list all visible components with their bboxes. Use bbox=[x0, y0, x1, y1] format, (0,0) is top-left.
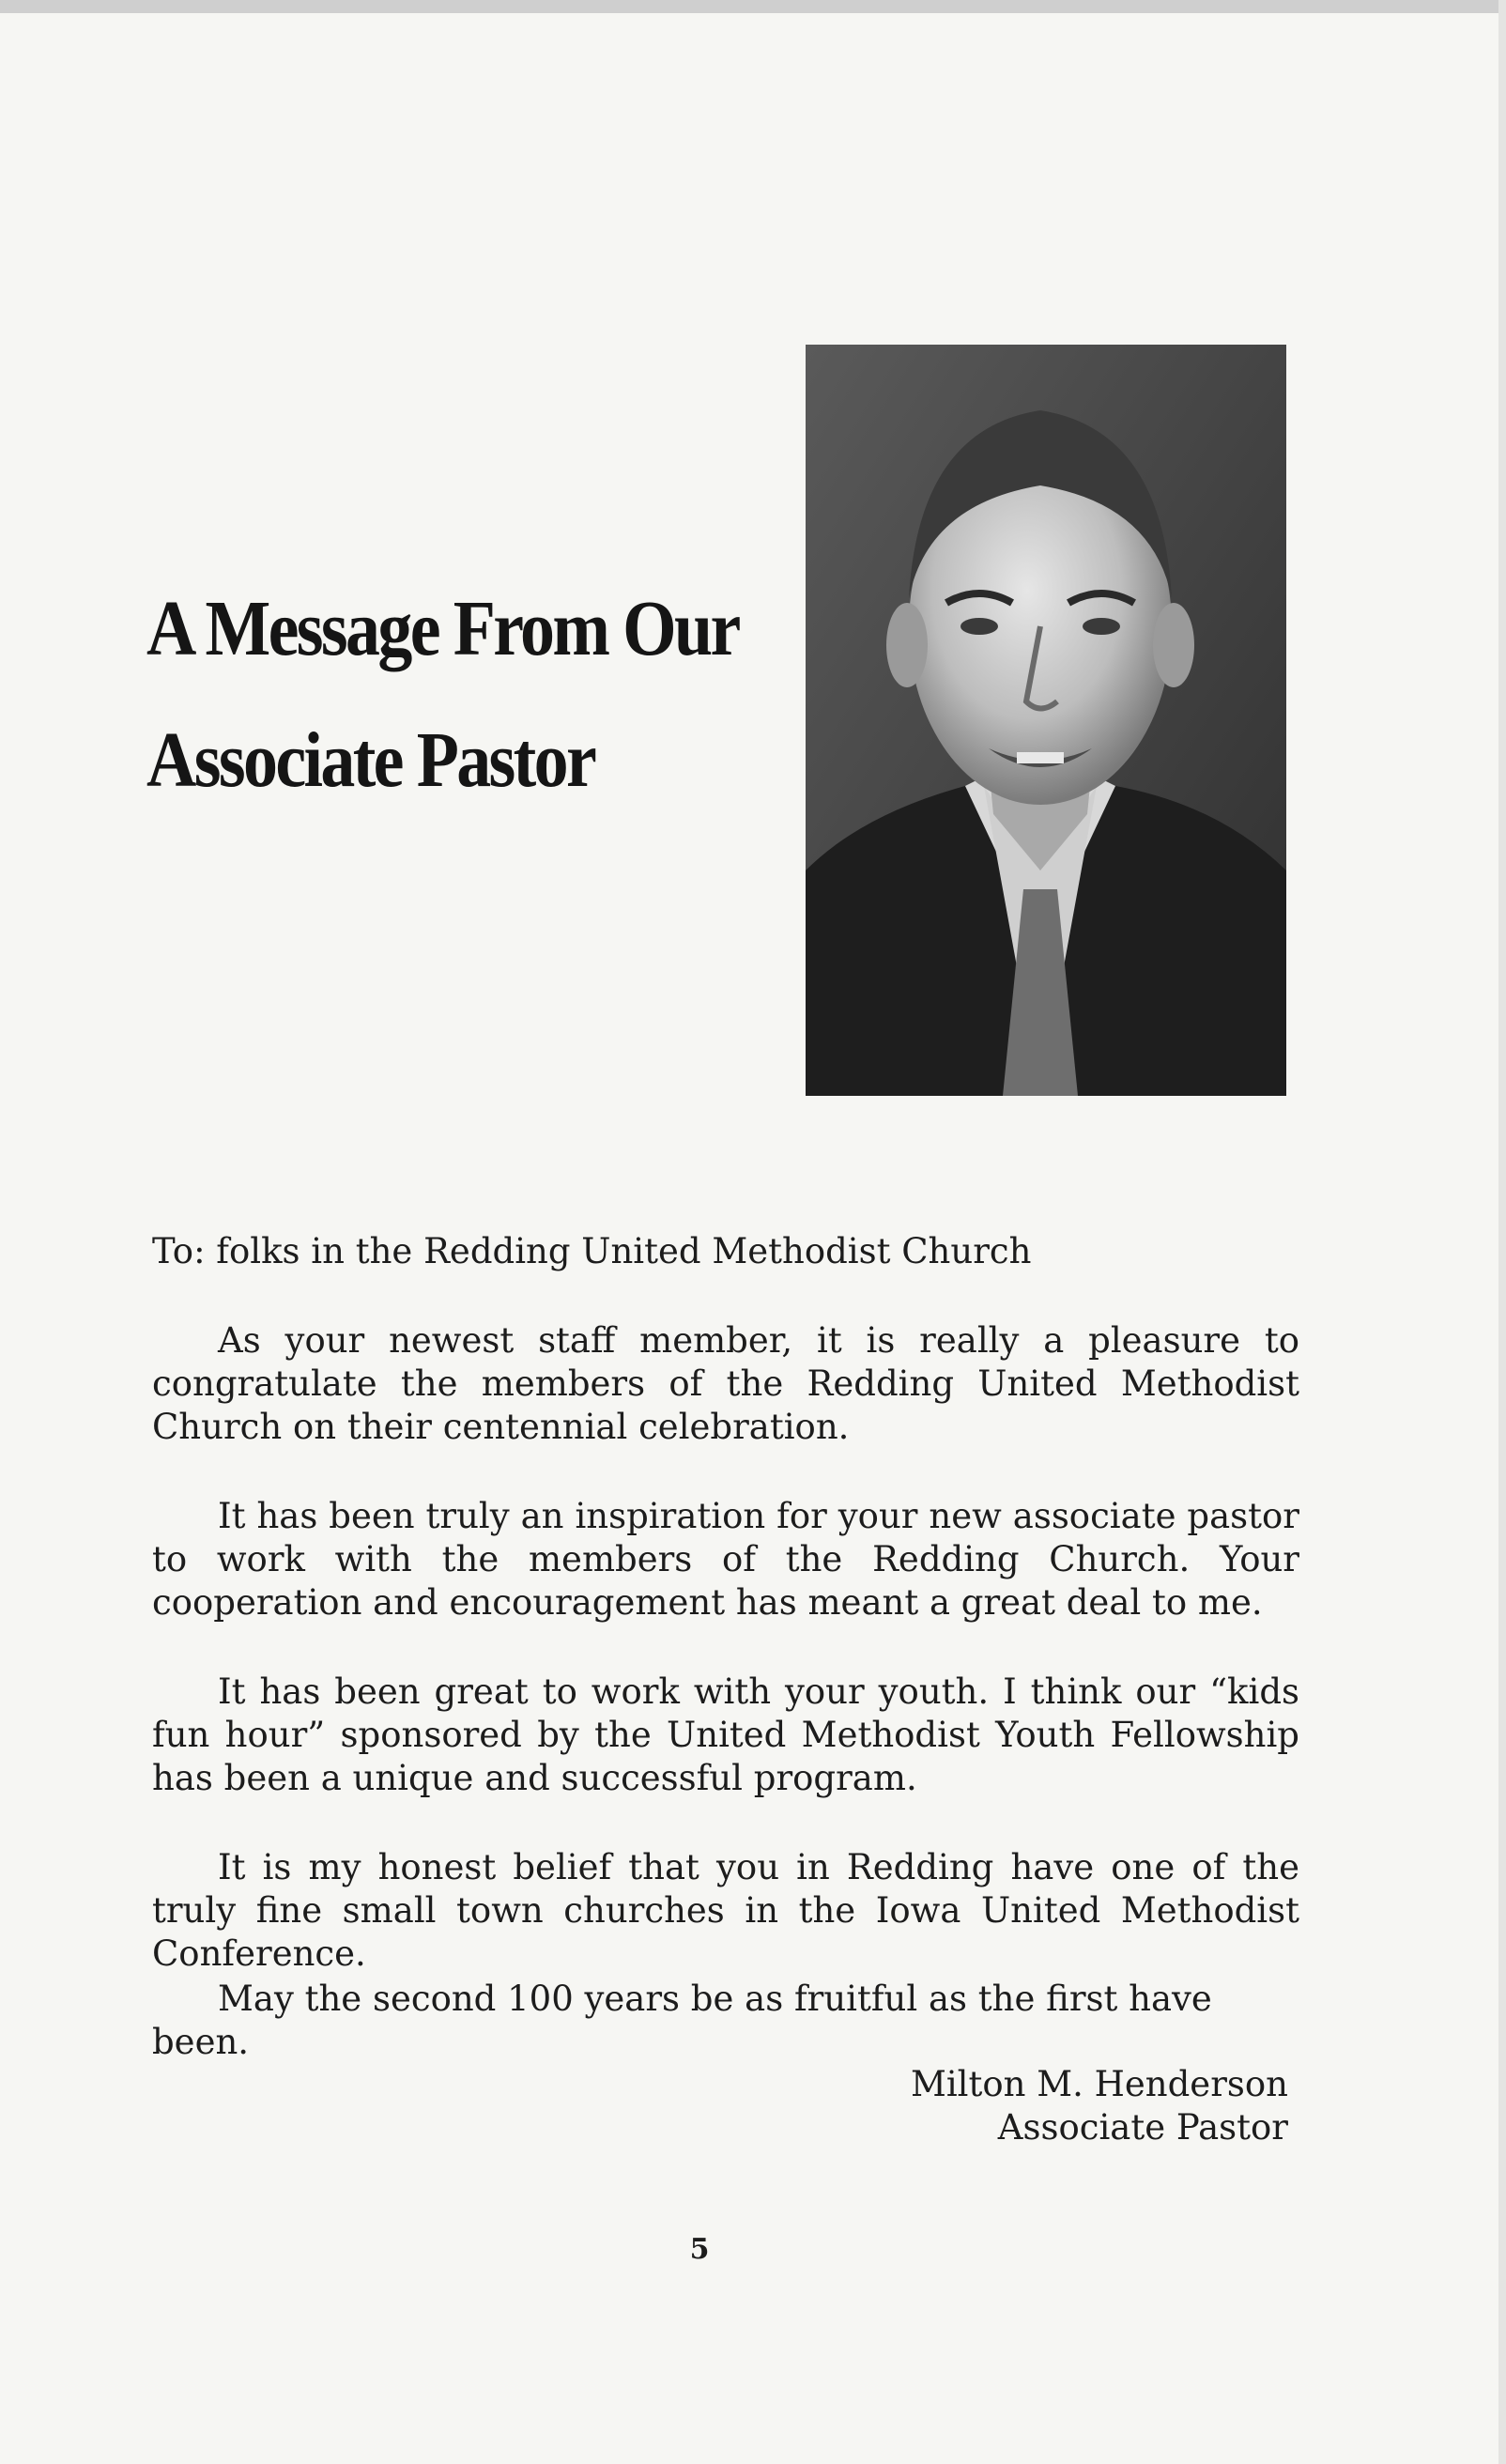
left-ear bbox=[886, 603, 928, 687]
signature-name: Milton M. Henderson bbox=[910, 2064, 1288, 2104]
page-number: 5 bbox=[689, 2233, 710, 2266]
letter-salutation: To: folks in the Redding United Methodist Church bbox=[152, 1231, 1032, 1271]
page-title bbox=[146, 563, 739, 826]
letter-paragraph-1: As your newest staff member, it is really a pleasure to congratulate the members of the Redding United Methodist Church on their centennial celebration. bbox=[152, 1320, 1299, 1447]
letter-paragraph-4: It is my honest belief that you in Redding have one of the truly fine small town churches in the Iowa United Methodist Conference. bbox=[152, 1847, 1299, 1974]
title-line-1: A Message From Our bbox=[146, 585, 739, 672]
title-line-2: Associate Pastor bbox=[146, 716, 595, 804]
letter-paragraph-3: It has been great to work with your youth. I think our “kids fun hour” sponsored by the United Methodist Youth Fellowship has been a unique and successful program. bbox=[152, 1671, 1299, 1798]
teeth bbox=[1017, 752, 1064, 763]
signature-role: Associate Pastor bbox=[997, 2107, 1288, 2148]
right-ear bbox=[1153, 603, 1194, 687]
scan-top-edge bbox=[0, 0, 1506, 13]
signature-block bbox=[807, 2063, 1288, 2149]
letter-paragraph-2: It has been truly an inspiration for your new associate pastor to work with the members of the Redding Church. Your cooperation and encouragement has meant a great deal to me. bbox=[152, 1496, 1299, 1623]
left-eye bbox=[960, 618, 998, 635]
scan-right-edge bbox=[1498, 0, 1506, 2464]
right-eye bbox=[1083, 618, 1120, 635]
letter-paragraph-5: May the second 100 years be as fruitful as the first have been. bbox=[152, 1979, 1212, 2062]
portrait-photo bbox=[806, 345, 1286, 1096]
portrait-image bbox=[806, 345, 1286, 1096]
